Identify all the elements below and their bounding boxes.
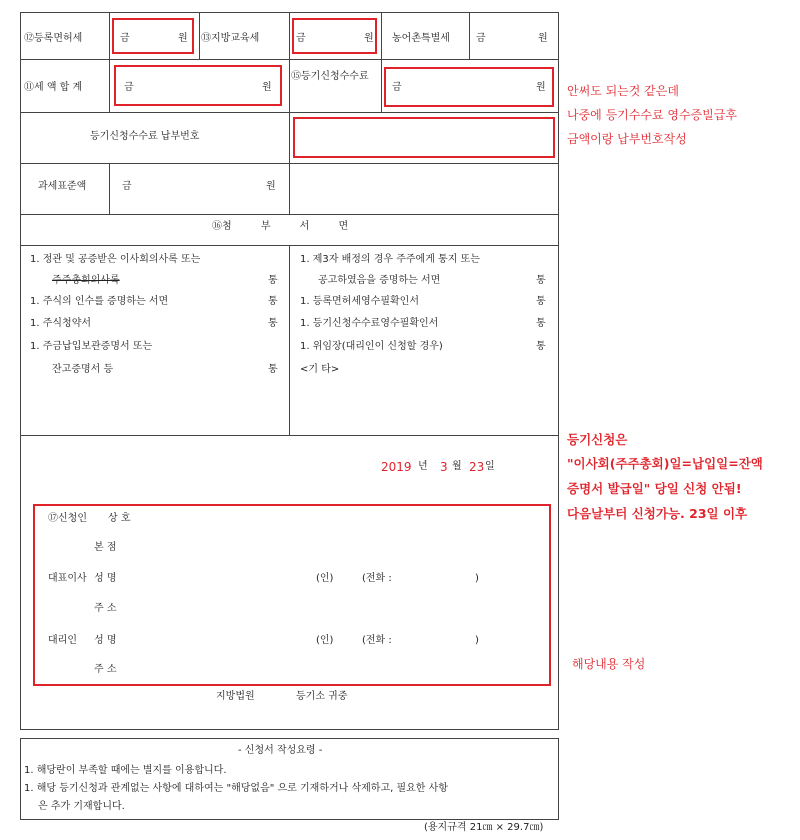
attachment-unit: 통 — [268, 318, 278, 329]
attachment-right-2: 공고하였음을 증명하는 서면 — [318, 275, 441, 286]
tax-base-suffix: 원 — [266, 181, 276, 192]
highlight-payment-no — [293, 117, 555, 158]
row-rule — [21, 214, 558, 215]
applicant-agent: 대리인 — [48, 635, 77, 646]
col-rule — [109, 13, 110, 59]
reg-fee-prefix: 금 — [392, 82, 402, 93]
highlight-tax-total — [114, 65, 282, 106]
court-name: 지방법원 — [216, 691, 255, 702]
applicant-rep-address: 주 소 — [94, 603, 117, 614]
highlight-applicant — [33, 504, 551, 686]
annotation-note2-line2: "이사회(주주총회)일=납입일=잔액 — [567, 456, 763, 471]
date-month-unit: 월 — [452, 461, 462, 472]
col-rule — [289, 245, 290, 435]
applicant-trade-name: 상 호 — [108, 513, 131, 524]
rural-special-tax-label: 농어촌특별세 — [392, 33, 450, 44]
highlight-reg-fee — [384, 67, 554, 107]
highlight-local-edu-tax — [292, 18, 377, 54]
attachment-unit: 통 — [536, 275, 546, 286]
attachment-unit: 통 — [536, 296, 546, 307]
attachment-left-6: 잔고증명서 등 — [52, 364, 114, 375]
applicant-rep-phone-close: ) — [475, 573, 479, 584]
date-year-unit: 년 — [418, 461, 428, 472]
tax-base-label: 과세표준액 — [38, 181, 87, 192]
date-day: 23 — [469, 460, 485, 474]
col-rule — [381, 13, 382, 59]
instructions-line-1: 1. 해당란이 부족할 때에는 별지를 이용합니다. — [24, 765, 227, 776]
local-edu-tax-prefix: 금 — [296, 33, 306, 44]
applicant-rep-name: 성 명 — [94, 573, 117, 584]
attachment-left-5: 1. 주금납입보관증명서 또는 — [30, 341, 153, 352]
instructions-line-2: 1. 해당 등기신청과 관계없는 사항에 대하여는 "해당없음" 으로 기재하거나 삭제하고, 필요한 사항 — [24, 783, 448, 794]
attachment-right-3: 1. 등록면허세영수필확인서 — [300, 296, 419, 307]
date-month: 3 — [440, 460, 448, 474]
annotation-note1-line3: 금액이랑 납부번호작성 — [567, 132, 687, 146]
instructions-title: - 신청서 작성요령 - — [238, 745, 323, 756]
tax-total-label: ⑪세 액 합 계 — [24, 82, 83, 93]
reg-fee-suffix: 원 — [536, 82, 546, 93]
reg-fee-payment-no-label: 등기신청수수료 납부번호 — [90, 131, 200, 142]
rural-special-tax-prefix: 금 — [476, 33, 486, 44]
attachment-right-4: 1. 등기신청수수료영수필확인서 — [300, 318, 439, 329]
attachment-right-1: 1. 제3자 배정의 경우 주주에게 통지 또는 — [300, 254, 480, 265]
date-day-unit: 일 — [485, 461, 495, 472]
reg-license-tax-label: ⑫등록면허세 — [24, 33, 83, 44]
registry-name: 등기소 귀중 — [296, 691, 348, 702]
row-rule — [21, 435, 558, 436]
col-rule — [289, 13, 290, 214]
attachment-unit: 통 — [268, 275, 278, 286]
attachment-unit: 통 — [268, 296, 278, 307]
attachment-right-6: <기 타> — [300, 364, 340, 375]
instructions-line-3: 은 추가 기재합니다. — [38, 801, 125, 812]
applicant-agent-seal: (인) — [316, 635, 334, 646]
applicant-agent-phone-close: ) — [475, 635, 479, 646]
annotation-note2-line3: 증명서 발급일" 당일 신청 안됨! — [567, 481, 742, 496]
highlight-reg-license-tax — [112, 18, 194, 54]
annotation-note2-line1: 등기신청은 — [567, 432, 628, 447]
attachment-left-1: 1. 정관 및 공증받은 이사회의사록 또는 — [30, 254, 201, 265]
attachment-unit: 통 — [268, 364, 278, 375]
applicant-agent-address: 주 소 — [94, 664, 117, 675]
col-rule — [381, 59, 382, 112]
col-rule — [109, 59, 110, 112]
annotation-note1-line1: 안써도 되는것 같은데 — [567, 84, 679, 98]
col-rule — [199, 13, 200, 59]
tax-total-suffix: 원 — [262, 82, 272, 93]
reg-license-tax-prefix: 금 — [120, 33, 130, 44]
applicant-agent-phone: (전화 : — [362, 635, 392, 646]
local-edu-tax-label: ⑬지방교육세 — [201, 33, 260, 44]
attachment-left-3: 1. 주식의 인수를 증명하는 서면 — [30, 296, 169, 307]
paper-size: (용지규격 21㎝ × 29.7㎝) — [424, 822, 544, 833]
applicant-rep-seal: (인) — [316, 573, 334, 584]
date-year: 2019 — [381, 460, 412, 474]
tax-base-prefix: 금 — [122, 181, 132, 192]
attachment-unit: 통 — [536, 341, 546, 352]
attachment-right-5: 1. 위임장(대리인이 신청할 경우) — [300, 341, 443, 352]
applicant-header: ⑰신청인 — [48, 513, 87, 524]
attachment-left-4: 1. 주식청약서 — [30, 318, 92, 329]
reg-license-tax-suffix: 원 — [178, 33, 188, 44]
applicant-head-office: 본 점 — [94, 542, 117, 553]
applicant-rep-phone: (전화 : — [362, 573, 392, 584]
applicant-rep-director: 대표이사 — [48, 573, 87, 584]
rural-special-tax-suffix: 원 — [538, 33, 548, 44]
tax-total-prefix: 금 — [124, 82, 134, 93]
col-rule — [469, 13, 470, 59]
attachments-title: ⑯첨 부 서 면 — [212, 221, 349, 232]
attachment-left-2: 주주총회의사록 — [52, 275, 120, 286]
local-edu-tax-suffix: 원 — [364, 33, 374, 44]
applicant-agent-name: 성 명 — [94, 635, 117, 646]
col-rule — [109, 163, 110, 214]
annotation-note1-line2: 나중에 등기수수료 영수증빌급후 — [567, 108, 737, 122]
annotation-note3: 해당내용 작성 — [572, 657, 646, 671]
annotation-note2-line4: 다음날부터 신청가능. 23일 이후 — [567, 506, 748, 521]
reg-fee-label: ⑮등기신청수수료 — [291, 71, 369, 82]
attachment-unit: 통 — [536, 318, 546, 329]
